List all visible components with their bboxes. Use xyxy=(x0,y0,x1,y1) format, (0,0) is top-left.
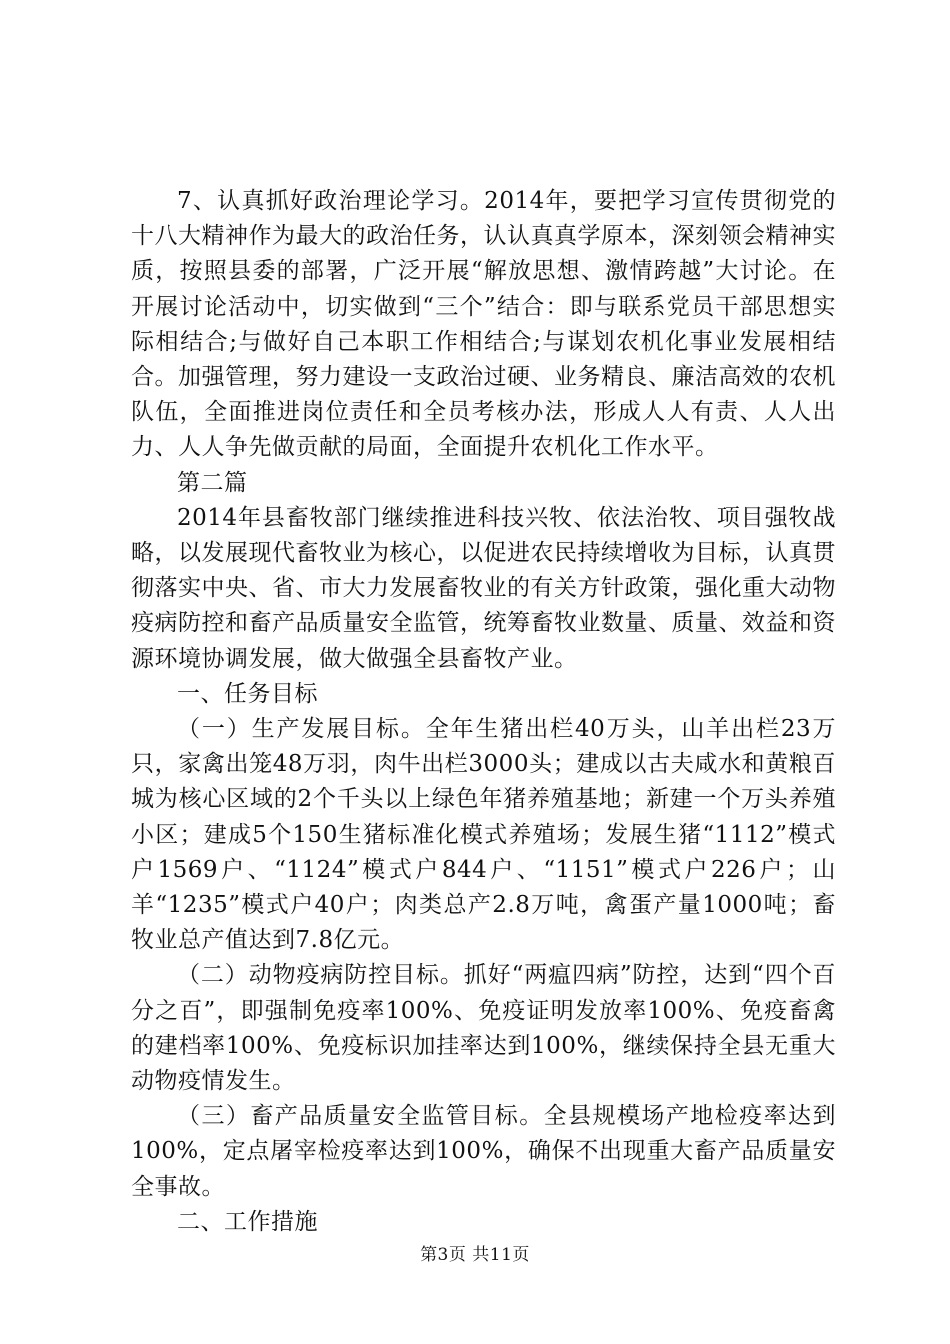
paragraph-political-study: 7、认真抓好政治理论学习。2014年，要把学习宣传贯彻党的十八大精神作为最大的政治任务，认认真真学原本，深刻领会精神实质，按照县委的部署，广泛开展“解放思想、激情跨越”大讨论。在开展讨论活动中，切实做到“三个”结合：即与联系党员干部思想实际相结合;与做好自己本职工作相结合;与谋划农机化事业发展相结合。加强管理，努力建设一支政治过硬、业务精良、廉洁高效的农机队伍，全面推进岗位责任和全员考核办法，形成人人有责、人人出力、人人争先做贡献的局面，全面提升农机化工作水平。 xyxy=(131,188,836,461)
heading-work-measures: 二、工作措施 xyxy=(177,1208,318,1235)
paragraph-quality-safety-goals: （三）畜产品质量安全监管目标。全县规模场产地检疫率达到100%，定点屠宰检疫率达到100%，确保不出现重大畜产品质量安全事故。 xyxy=(131,1103,836,1200)
document-body xyxy=(131,184,836,1240)
paragraph-disease-control-goals: （二）动物疫病防控目标。抓好“两瘟四病”防控，达到“四个百分之百”，即强制免疫率100%、免疫证明发放率100%、免疫畜禽的建档率100%、免疫标识加挂率达到100%，继续保持全县无重大动物疫情发生。 xyxy=(131,962,836,1095)
page-number-footer: 第3页 共11页 xyxy=(420,1245,530,1265)
paragraph-livestock-intro: 2014年县畜牧部门继续推进科技兴牧、依法治牧、项目强牧战略，以发展现代畜牧业为核心，以促进农民持续增收为目标，认真贯彻落实中央、省、市大力发展畜牧业的有关方针政策，强化重大动物疫病防控和畜产品质量安全监管，统筹畜牧业数量、质量、效益和资源环境协调发展，做大做强全县畜牧产业。 xyxy=(131,504,836,672)
heading-task-goals: 一、任务目标 xyxy=(177,680,318,707)
section-heading-part-two: 第二篇 xyxy=(177,469,248,496)
paragraph-production-goals: （一）生产发展目标。全年生猪出栏40万头，山羊出栏23万只，家禽出笼48万羽，肉牛出栏3000头；建成以古夫咸水和黄粮百城为核心区域的2个千头以上绿色年猪养殖基地；新建一个万头养殖小区；建成5个150生猪标准化模式养殖场；发展生猪“1112”模式户1569户、“1124”模式户844户、“1151”模式户226户；山羊“1235”模式户40户；肉类总产2.8万吨，禽蛋产量1000吨；畜牧业总产值达到7.8亿元。 xyxy=(131,716,836,954)
